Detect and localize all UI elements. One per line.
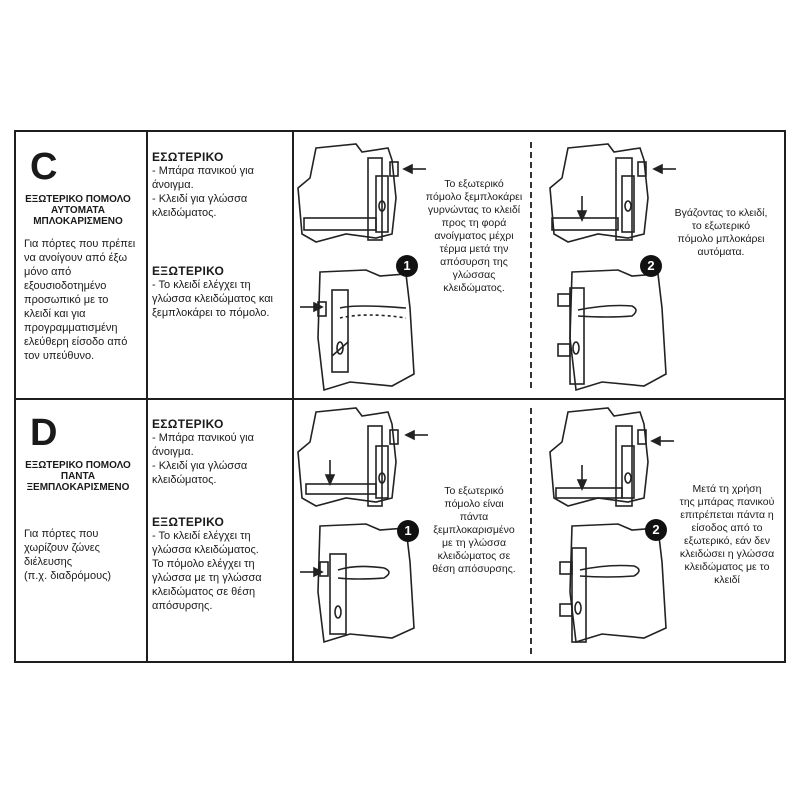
step-divider-dashed — [530, 142, 532, 388]
step-caption: Το εξωτερικό πόμολο ξεμπλοκάρει γυρνώντας το κλειδί προς τη φορά ανοίγματος μέχρι τέρμα μετά την απόσυρση της γλώσσας κλειδώματος. — [425, 178, 523, 294]
column-divider — [146, 132, 148, 661]
step-badge: 2 — [640, 255, 662, 277]
inside-text: - Μπάρα πανικού για άνοιγμα. - Κλειδί για γλώσσα κλειδώματος. — [152, 432, 254, 486]
arrow-icon — [300, 567, 322, 577]
arrow-icon — [654, 164, 676, 174]
step-badge: 1 — [396, 255, 418, 277]
outside-text: - Το κλειδί ελέγχει τη γλώσσα κλειδώματος. Το πόμολο ελέγχει τη γλώσσα με τη γλώσσα κλειδώματος σε θέση απόσυρσης. — [152, 530, 262, 612]
arrow-icon — [406, 430, 428, 440]
arrow-icon — [652, 436, 674, 446]
inside-heading: ΕΣΩΤΕΡΙΚΟ — [152, 150, 224, 164]
outside-heading: ΕΞΩΤΕΡΙΚΟ — [152, 515, 225, 529]
step-badge: 2 — [645, 519, 667, 541]
arrow-icon — [404, 164, 426, 174]
row-description: Για πόρτες που χωρίζουν ζώνες διέλευσης (π.χ. διαδρόμους) — [24, 528, 112, 582]
step-caption: Βγάζοντας το κλειδί, το εξωτερικό πόμολο μπλοκάρει αυτόματα. — [674, 207, 768, 258]
inside-text: - Μπάρα πανικού για άνοιγμα. - Κλειδί για γλώσσα κλειδώματος. — [152, 165, 254, 219]
outside-heading: ΕΞΩΤΕΡΙΚΟ — [152, 264, 225, 278]
inside-heading: ΕΣΩΤΕΡΙΚΟ — [152, 417, 224, 431]
row-letter: D — [30, 412, 58, 454]
row-title: ΕΞΩΤΕΡΙΚΟ ΠΟΜΟΛΟ ΠΑΝΤΑ ΞΕΜΠΛΟΚΑΡΙΣΜΕΝΟ — [25, 460, 131, 493]
row-title: ΕΞΩΤΕΡΙΚΟ ΠΟΜΟΛΟ ΑΥΤΟΜΑΤΑ ΜΠΛΟΚΑΡΙΣΜΕΝΟ — [25, 194, 131, 227]
step-badge: 1 — [397, 520, 419, 542]
outside-text: - Το κλειδί ελέγχει τη γλώσσα κλειδώματος και ξεμπλοκάρει το πόμολο. — [152, 279, 274, 319]
row-description: Για πόρτες που πρέπει να ανοίγουν από έξω μόνο από εξουσιοδοτημένο προσωπικό με το κλειδί και για προγραμματισμένη ελεύθερη είσοδο από τον υπεύθυνο. — [24, 238, 136, 362]
arrow-icon — [300, 302, 322, 312]
step-caption: Μετά τη χρήση της μπάρας πανικού επιτρέπεται πάντα η είσοδος από το εξωτερικό, εάν δεν κλειδώσει η γλώσσα κλειδώματος με το κλειδί — [679, 483, 775, 586]
column-divider — [292, 132, 294, 661]
row-divider — [16, 398, 784, 400]
arrow-icon — [577, 196, 587, 220]
row-letter: C — [30, 146, 58, 188]
arrow-icon — [325, 460, 335, 484]
arrow-icon — [577, 465, 587, 489]
step-caption: Το εξωτερικό πόμολο είναι πάντα ξεμπλοκαρισμένο με τη γλώσσα κλειδώματος σε θέση απόσυρσης. — [432, 485, 516, 575]
step-divider-dashed — [530, 408, 532, 654]
